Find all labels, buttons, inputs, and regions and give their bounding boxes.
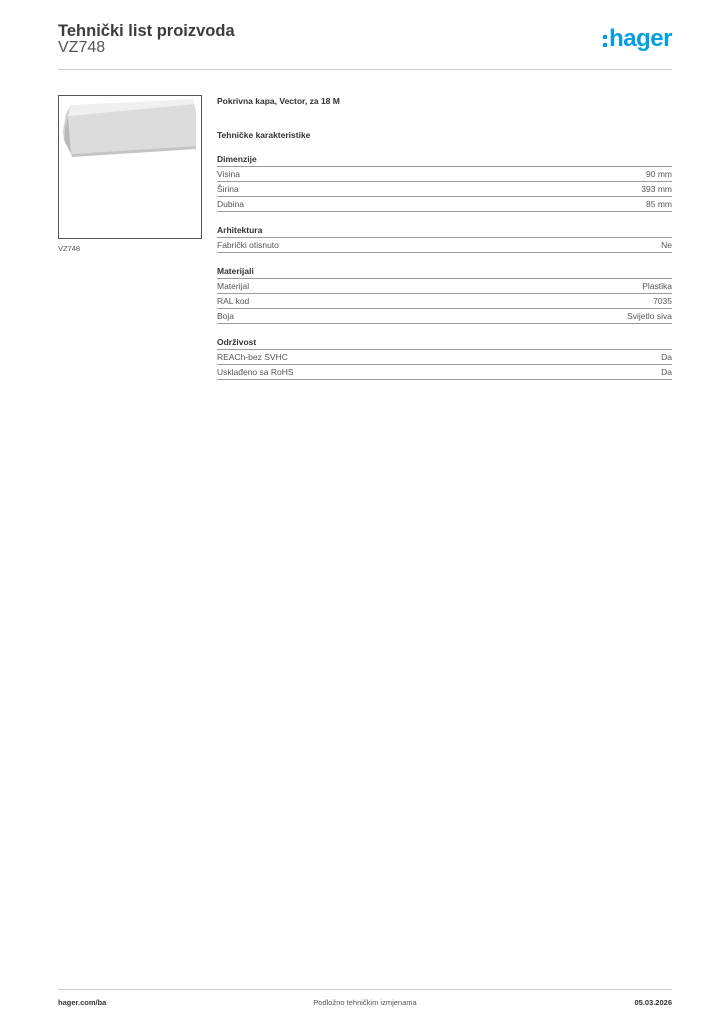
spec-label: Materijal [217, 281, 250, 291]
product-details [217, 95, 672, 380]
product-code: VZ748 [58, 39, 106, 56]
spec-group-dimensions [217, 153, 672, 212]
spec-row [217, 167, 672, 182]
footer-notice: Podložno tehničkim izmjenama [313, 998, 417, 1007]
spec-value: Da [661, 367, 672, 377]
spec-group-materials [217, 265, 672, 324]
spec-value: 7035 [653, 296, 672, 306]
spec-value: 90 mm [646, 169, 672, 179]
spec-value: 85 mm [646, 199, 672, 209]
spec-value: Da [661, 352, 672, 362]
section-title: Tehničke karakteristike [217, 130, 311, 140]
spec-label: Dubina [217, 199, 244, 209]
spec-row [217, 365, 672, 380]
spec-value: Svijetlo siva [627, 311, 672, 321]
spec-value: 393 mm [641, 184, 672, 194]
spec-group-title: Arhitektura [217, 224, 672, 238]
image-caption: VZ748 [58, 244, 81, 253]
spec-label: RAL kod [217, 296, 250, 306]
spec-label: REACh-bez SVHC [217, 352, 288, 362]
spec-row [217, 309, 672, 324]
logo-text: hager [609, 25, 672, 52]
spec-row [217, 197, 672, 212]
spec-row [217, 279, 672, 294]
spec-value: Ne [661, 240, 672, 250]
document-title: Tehnički list proizvoda [58, 22, 235, 40]
spec-group-sustainability [217, 336, 672, 380]
spec-label: Boja [217, 311, 235, 321]
spec-label: Širina [217, 184, 239, 194]
spec-group-title: Održivost [217, 336, 672, 350]
spec-row [217, 182, 672, 197]
page-header [58, 20, 672, 70]
product-cover-cap-image [59, 96, 201, 238]
spec-row [217, 294, 672, 309]
spec-group-title: Dimenzije [217, 153, 672, 167]
product-image [58, 95, 202, 239]
product-name: Pokrivna kapa, Vector, za 18 M [217, 96, 340, 106]
spec-group-title: Materijali [217, 265, 672, 279]
footer-date: 05.03.2026 [634, 998, 672, 1007]
page-footer [58, 989, 672, 1010]
spec-label: Visina [217, 169, 240, 179]
footer-website: hager.com/ba [58, 998, 107, 1007]
spec-group-architecture [217, 224, 672, 253]
spec-value: Plastika [642, 281, 672, 291]
spec-label: Fabrički otisnuto [217, 240, 279, 250]
spec-row [217, 238, 672, 253]
hager-logo [603, 26, 672, 52]
spec-row [217, 350, 672, 365]
spec-label: Usklađeno sa RoHS [217, 367, 294, 377]
logo-colon-icon [603, 35, 607, 47]
